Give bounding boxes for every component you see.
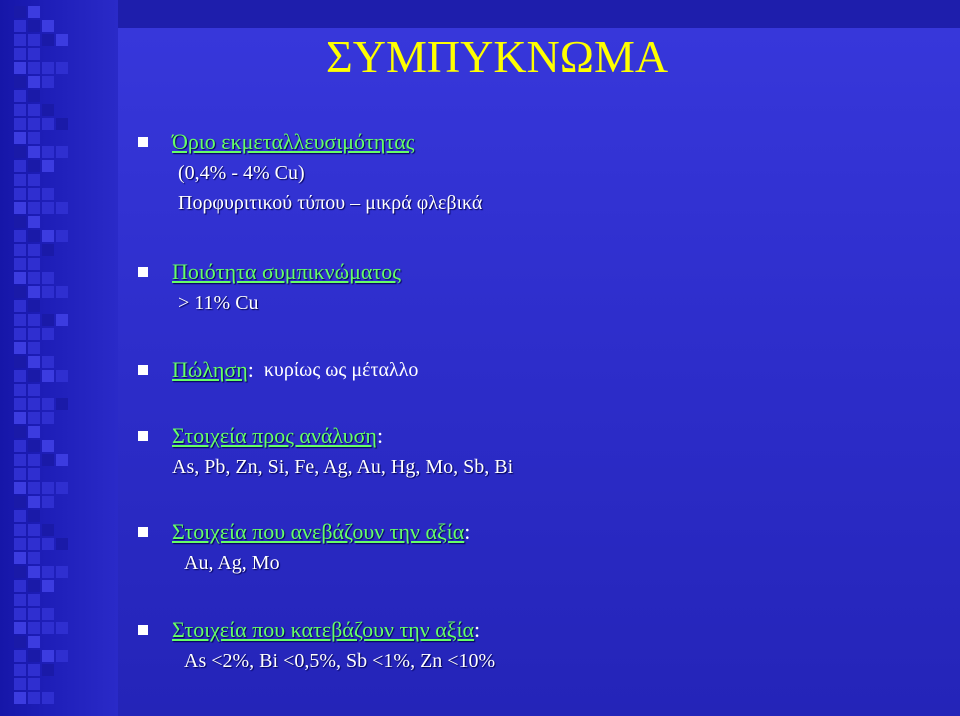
decorative-square [14, 496, 26, 508]
decorative-square-row [14, 314, 114, 326]
decorative-square [56, 566, 68, 578]
decorative-square-row [14, 188, 114, 200]
decorative-square [28, 384, 40, 396]
decorative-square [14, 286, 26, 298]
decorative-square-row [14, 636, 114, 648]
decorative-square [42, 664, 54, 676]
decorative-square-row [14, 272, 114, 284]
decorative-square-row [14, 90, 114, 102]
decorative-square [14, 174, 26, 186]
decorative-square [28, 692, 40, 704]
decorative-square-row [14, 48, 114, 60]
decorative-square [14, 552, 26, 564]
decorative-square [28, 132, 40, 144]
bullet-subline: Πορφυριτικού τύπου – μικρά φλεβικά [178, 192, 483, 214]
decorative-square-row [14, 370, 114, 382]
decorative-square [14, 608, 26, 620]
decorative-square-row [14, 34, 114, 46]
decorative-square [14, 342, 26, 354]
heading-colon: : [464, 519, 471, 544]
decorative-square-row [14, 118, 114, 130]
decorative-square [14, 62, 26, 74]
decorative-square [42, 356, 54, 368]
bullet-subline: As <2%, Bi <0,5%, Sb <1%, Zn <10% [184, 650, 496, 672]
decorative-square [42, 566, 54, 578]
decorative-square [28, 146, 40, 158]
bullet-heading: Στοιχεία που κατεβάζουν την αξία [172, 617, 475, 642]
decorative-square-row [14, 468, 114, 480]
decorative-square-row [14, 216, 114, 228]
decorative-square [14, 76, 26, 88]
decorative-square [14, 622, 26, 634]
decorative-square-row [14, 174, 114, 186]
decorative-square-row [14, 398, 114, 410]
decorative-square [28, 104, 40, 116]
decorative-square [28, 160, 40, 172]
bullet-concentrate-quality [138, 258, 938, 318]
bullet-value-raising-elements [138, 518, 938, 578]
decorative-square [42, 76, 54, 88]
decorative-square [56, 370, 68, 382]
decorative-square [14, 356, 26, 368]
decorative-square [14, 202, 26, 214]
decorative-square [14, 538, 26, 550]
decorative-square [14, 678, 26, 690]
decorative-square [14, 384, 26, 396]
decorative-square [28, 524, 40, 536]
decorative-square [56, 146, 68, 158]
decorative-square [42, 202, 54, 214]
decorative-square [28, 202, 40, 214]
decorative-square [28, 370, 40, 382]
decorative-square [14, 370, 26, 382]
top-band [118, 0, 960, 28]
decorative-square [42, 286, 54, 298]
bullet-square-icon [138, 365, 148, 375]
decorative-square [42, 370, 54, 382]
decorative-square [28, 482, 40, 494]
decorative-square [28, 440, 40, 452]
decorative-square-row [14, 496, 114, 508]
bullet-exploitation-limit [138, 128, 938, 218]
decorative-square [28, 174, 40, 186]
decorative-square [42, 314, 54, 326]
decorative-square [14, 160, 26, 172]
decorative-square [28, 552, 40, 564]
decorative-square [28, 328, 40, 340]
decorative-square [14, 482, 26, 494]
bullet-square-icon [138, 625, 148, 635]
decorative-square-row [14, 552, 114, 564]
decorative-square-row [14, 62, 114, 74]
decorative-square [14, 314, 26, 326]
decorative-square-row [14, 524, 114, 536]
heading-colon: : [376, 423, 384, 448]
decorative-square [56, 650, 68, 662]
decorative-square-row [14, 608, 114, 620]
decorative-square [14, 454, 26, 466]
bullet-square-icon [138, 527, 148, 537]
bullet-square-icon [138, 431, 148, 441]
decorative-square-row [14, 580, 114, 592]
decorative-square [56, 230, 68, 242]
decorative-square [14, 692, 26, 704]
decorative-square-row [14, 132, 114, 144]
decorative-square-row [14, 202, 114, 214]
decorative-square [42, 62, 54, 74]
decorative-square [14, 398, 26, 410]
decorative-square [28, 356, 40, 368]
decorative-square [42, 538, 54, 550]
decorative-square [14, 412, 26, 424]
bullet-square-icon [138, 137, 148, 147]
slide-title: ΣΥΜΠΥΚΝΩΜΑ [326, 31, 669, 82]
decorative-square [28, 594, 40, 606]
decorative-square [14, 580, 26, 592]
decorative-square [28, 230, 40, 242]
decorative-square [14, 216, 26, 228]
decorative-square [56, 538, 68, 550]
decorative-square-row [14, 6, 114, 18]
decorative-square [14, 230, 26, 242]
decorative-square [42, 328, 54, 340]
decorative-square [14, 48, 26, 60]
decorative-square [28, 664, 40, 676]
decorative-square-row [14, 538, 114, 550]
decorative-square [14, 244, 26, 256]
decorative-square [28, 650, 40, 662]
decorative-square [28, 468, 40, 480]
bullet-heading: Στοιχεία που ανεβάζουν την αξία [172, 519, 465, 544]
decorative-square [14, 90, 26, 102]
decorative-square [14, 636, 26, 648]
decorative-square [14, 34, 26, 46]
decorative-square [28, 678, 40, 690]
bullet-subline: Au, Ag, Mo [184, 552, 280, 574]
decorative-square [28, 216, 40, 228]
decorative-square [42, 398, 54, 410]
decorative-square-row [14, 20, 114, 32]
decorative-square [42, 692, 54, 704]
decorative-square [42, 482, 54, 494]
decorative-square [42, 146, 54, 158]
decorative-square [14, 650, 26, 662]
bullet-subline: (0,4% - 4% Cu) [178, 162, 305, 184]
decorative-square-row [14, 692, 114, 704]
bullet-inline-text: κυρίως ως μέταλλο [263, 358, 419, 381]
bullet-subline: As, Pb, Zn, Si, Fe, Ag, Au, Hg, Mo, Sb, Bi [172, 456, 514, 478]
decorative-square [14, 524, 26, 536]
decorative-square [14, 272, 26, 284]
decorative-square-row [14, 76, 114, 88]
decorative-square-row [14, 510, 114, 522]
decorative-square-row [14, 566, 114, 578]
heading-colon: : [247, 357, 254, 382]
decorative-square [42, 412, 54, 424]
decorative-square-row [14, 440, 114, 452]
decorative-square [28, 454, 40, 466]
decorative-square-row [14, 650, 114, 662]
decorative-square-row [14, 356, 114, 368]
decorative-square-row [14, 286, 114, 298]
decorative-square [28, 580, 40, 592]
decorative-square [28, 286, 40, 298]
decorative-square-row [14, 258, 114, 270]
decorative-square [42, 230, 54, 242]
decorative-squares [14, 6, 114, 706]
decorative-square [28, 20, 40, 32]
decorative-square [28, 76, 40, 88]
decorative-square [14, 300, 26, 312]
decorative-square [14, 328, 26, 340]
decorative-square [14, 118, 26, 130]
decorative-square [56, 118, 68, 130]
decorative-square [14, 188, 26, 200]
decorative-square [28, 188, 40, 200]
decorative-square-row [14, 342, 114, 354]
decorative-square-row [14, 664, 114, 676]
decorative-square [28, 34, 40, 46]
decorative-square [42, 244, 54, 256]
decorative-square [28, 62, 40, 74]
decorative-square [14, 426, 26, 438]
decorative-square [28, 622, 40, 634]
decorative-square [56, 286, 68, 298]
decorative-square [28, 538, 40, 550]
decorative-square-row [14, 412, 114, 424]
bullet-heading: Ποιότητα συμπικνώματος [172, 259, 401, 284]
bullet-heading: Στοιχεία προς ανάλυση [172, 423, 377, 448]
bullet-heading: Όριο εκμεταλλευσιμότητας [172, 129, 415, 154]
bullet-analysis-elements [138, 422, 938, 482]
decorative-square [14, 510, 26, 522]
decorative-square [42, 454, 54, 466]
decorative-square [28, 118, 40, 130]
decorative-square [28, 510, 40, 522]
decorative-square [28, 342, 40, 354]
decorative-square [42, 160, 54, 172]
decorative-square-row [14, 678, 114, 690]
decorative-square [56, 34, 68, 46]
decorative-square [28, 6, 40, 18]
decorative-square [28, 426, 40, 438]
left-decorative-band [0, 0, 118, 716]
decorative-square [42, 524, 54, 536]
decorative-square-row [14, 230, 114, 242]
decorative-square [56, 398, 68, 410]
bullet-sale [138, 356, 938, 384]
decorative-square [28, 272, 40, 284]
decorative-square-row [14, 328, 114, 340]
decorative-square [14, 104, 26, 116]
bullet-heading: Πώληση [172, 357, 248, 382]
decorative-square [14, 6, 26, 18]
decorative-square [56, 482, 68, 494]
decorative-square [14, 440, 26, 452]
decorative-square [28, 90, 40, 102]
decorative-square [42, 496, 54, 508]
decorative-square [28, 608, 40, 620]
decorative-square [56, 314, 68, 326]
decorative-square-row [14, 482, 114, 494]
decorative-square-row [14, 426, 114, 438]
decorative-square [28, 398, 40, 410]
decorative-square [14, 664, 26, 676]
decorative-square [14, 566, 26, 578]
decorative-square [28, 244, 40, 256]
decorative-square [14, 594, 26, 606]
decorative-square [28, 566, 40, 578]
decorative-square [28, 258, 40, 270]
decorative-square [42, 608, 54, 620]
decorative-square [14, 468, 26, 480]
decorative-square [42, 104, 54, 116]
decorative-square-row [14, 594, 114, 606]
decorative-square [42, 20, 54, 32]
decorative-square [42, 650, 54, 662]
decorative-square [28, 48, 40, 60]
bullet-square-icon [138, 267, 148, 277]
decorative-square [28, 496, 40, 508]
decorative-square [14, 20, 26, 32]
decorative-square [42, 34, 54, 46]
decorative-square-row [14, 160, 114, 172]
decorative-square [14, 146, 26, 158]
decorative-square [42, 622, 54, 634]
decorative-square-row [14, 146, 114, 158]
decorative-square [56, 62, 68, 74]
decorative-square [28, 314, 40, 326]
decorative-square [42, 272, 54, 284]
decorative-square-row [14, 622, 114, 634]
decorative-square-row [14, 104, 114, 116]
decorative-square-row [14, 384, 114, 396]
decorative-square [28, 412, 40, 424]
decorative-square [42, 188, 54, 200]
decorative-square [28, 636, 40, 648]
decorative-square [28, 300, 40, 312]
decorative-square-row [14, 454, 114, 466]
decorative-square [42, 440, 54, 452]
decorative-square-row [14, 244, 114, 256]
decorative-square [42, 118, 54, 130]
bullet-value-lowering-elements [138, 616, 938, 676]
decorative-square [56, 622, 68, 634]
decorative-square [56, 454, 68, 466]
decorative-square-row [14, 300, 114, 312]
decorative-square [56, 202, 68, 214]
heading-colon: : [474, 617, 481, 642]
decorative-square [42, 580, 54, 592]
decorative-square [14, 258, 26, 270]
decorative-square [14, 132, 26, 144]
bullet-subline: > 11% Cu [178, 292, 259, 314]
